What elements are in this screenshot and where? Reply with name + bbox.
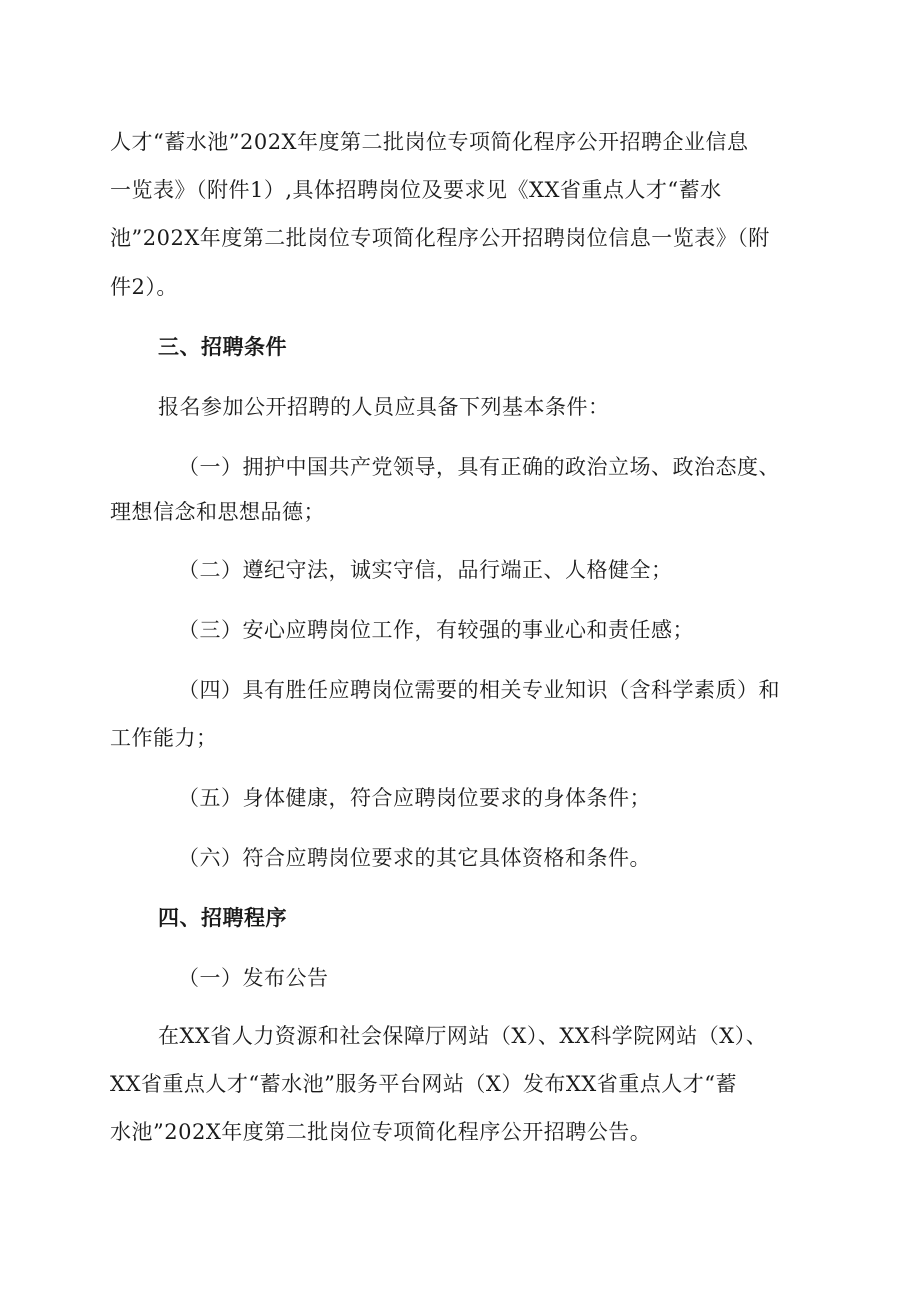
section-4-heading: 四、招聘程序: [158, 905, 287, 930]
condition-5: （五）身体健康，符合应聘岗位要求的身体条件；: [178, 786, 651, 810]
announcement-line-2: XX省重点人才“蓄水池”服务平台网站（X）发布XX省重点人才“蓄: [110, 1072, 737, 1096]
intro-line-3: 池”202X年度第二批岗位专项简化程序公开招聘岗位信息一览表》（附: [110, 226, 770, 250]
intro-line-2: 一览表》（附件1）,具体招聘岗位及要求见《XX省重点人才“蓄水: [110, 178, 722, 202]
condition-3: （三）安心应聘岗位工作，有较强的事业心和责任感；: [178, 618, 694, 642]
condition-1-line-1: （一）拥护中国共产党领导，具有正确的政治立场、政治态度、: [178, 455, 780, 479]
section-3-heading: 三、招聘条件: [158, 334, 287, 359]
section-4-subheading: （一）发布公告: [178, 966, 329, 990]
intro-line-4: 件2）。: [110, 275, 178, 299]
condition-1-line-2: 理想信念和思想品德；: [110, 500, 325, 524]
condition-4-line-2: 工作能力；: [110, 726, 218, 750]
condition-4-line-1: （四）具有胜任应聘岗位需要的相关专业知识（含科学素质）和: [178, 678, 780, 702]
intro-line-1: 人才“蓄水池”202X年度第二批岗位专项简化程序公开招聘企业信息: [110, 130, 749, 154]
announcement-line-3: 水池”202X年度第二批岗位专项简化程序公开招聘公告。: [110, 1120, 652, 1144]
announcement-line-1: 在XX省人力资源和社会保障厅网站（X）、XX科学院网站（X）、: [158, 1024, 768, 1048]
condition-6: （六）符合应聘岗位要求的其它具体资格和条件。: [178, 846, 651, 870]
section-3-lead: 报名参加公开招聘的人员应具备下列基本条件：: [158, 395, 610, 419]
condition-2: （二）遵纪守法，诚实守信，品行端正、人格健全；: [178, 558, 673, 582]
